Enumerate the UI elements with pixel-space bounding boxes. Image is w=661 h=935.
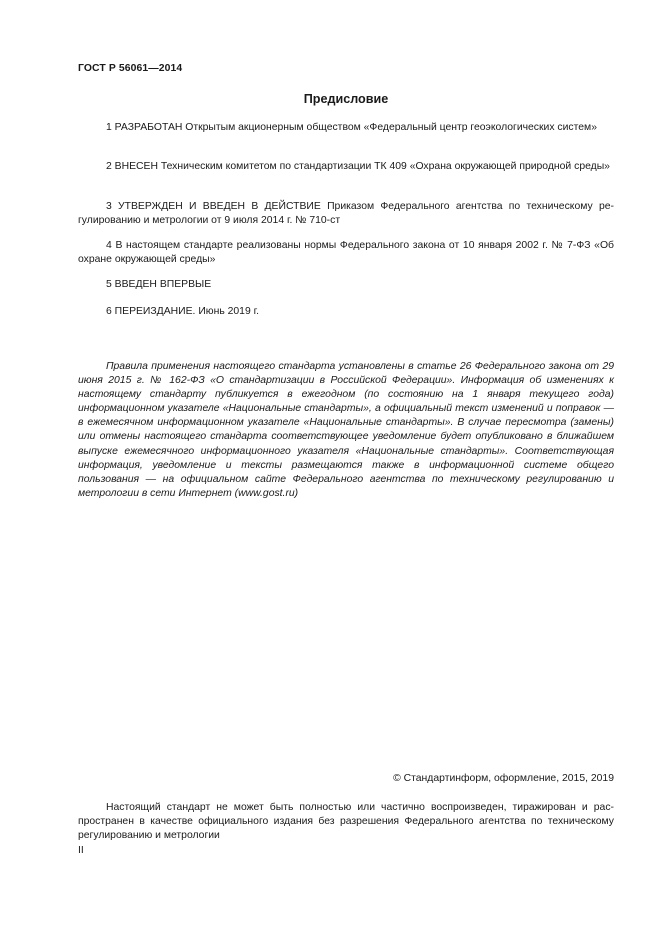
application-rules-note: Правила применения настоящего стандарта установлены в статье 26 Федерального закона от 29 июня 2015 г. № 162-ФЗ «О стандартизации в Российской Федерации». Информация об изменениях к настоящему стандарту публикуется в ежегодном (по состоянию на 1 января текущего года) информационном указателе «Национальные стандарты», а официальный текст изменений и поправок — в ежемесячном информационном указателе «Национальные стандарты». В случае пересмотра (замены) или отмены настоящего стандарта соответствующее уведомление будет опубликовано в ближайшем выпуске ежемесячного информационного указателя «Национальные стандарты». Соответствующая информация, уведомление и тексты размещаются также в информационной системе общего пользования — на официальном сайте Федерального агентства по техническому регулированию и метрологии в сети Интернет (www.gost.ru) [78, 361, 614, 499]
foreword-item-2: 2 ВНЕСЕН Техническим комитетом по стандартизации ТК 409 «Охрана окружающей природной среды» [106, 161, 610, 172]
foreword-title: Предисловие [303, 92, 389, 106]
foreword-item-3: 3 УТВЕРЖДЕН И ВВЕДЕН В ДЕЙСТВИЕ Приказом Федерального агентства по техническому регулированию и метрологии от 9 июля 2014 г. № 710-ст [78, 201, 614, 226]
foreword-item-5: 5 ВВЕДЕН ВПЕРВЫЕ [106, 279, 212, 290]
foreword-item-4: 4 В настоящем стандарте реализованы нормы Федерального закона от 10 января 2002 г. № 7-ФЗ «Об охране окружающей среды» [78, 240, 614, 265]
document-code: ГОСТ Р 56061—2014 [78, 63, 183, 74]
foreword-item-6: 6 ПЕРЕИЗДАНИЕ. Июнь 2019 г. [106, 306, 260, 317]
reproduction-notice: Настоящий стандарт не может быть полностью или частично воспроизведен, тиражирован и распространен в качестве официального издания без разрешения Федерального агентства по техническому регулированию и метрологии [78, 802, 614, 841]
foreword-item-1: 1 РАЗРАБОТАН Открытым акционерным обществом «Федеральный центр геоэкологических систем» [106, 122, 597, 133]
page-number: II [78, 845, 84, 856]
copyright-line: © Стандартинформ, оформление, 2015, 2019 [393, 773, 614, 784]
